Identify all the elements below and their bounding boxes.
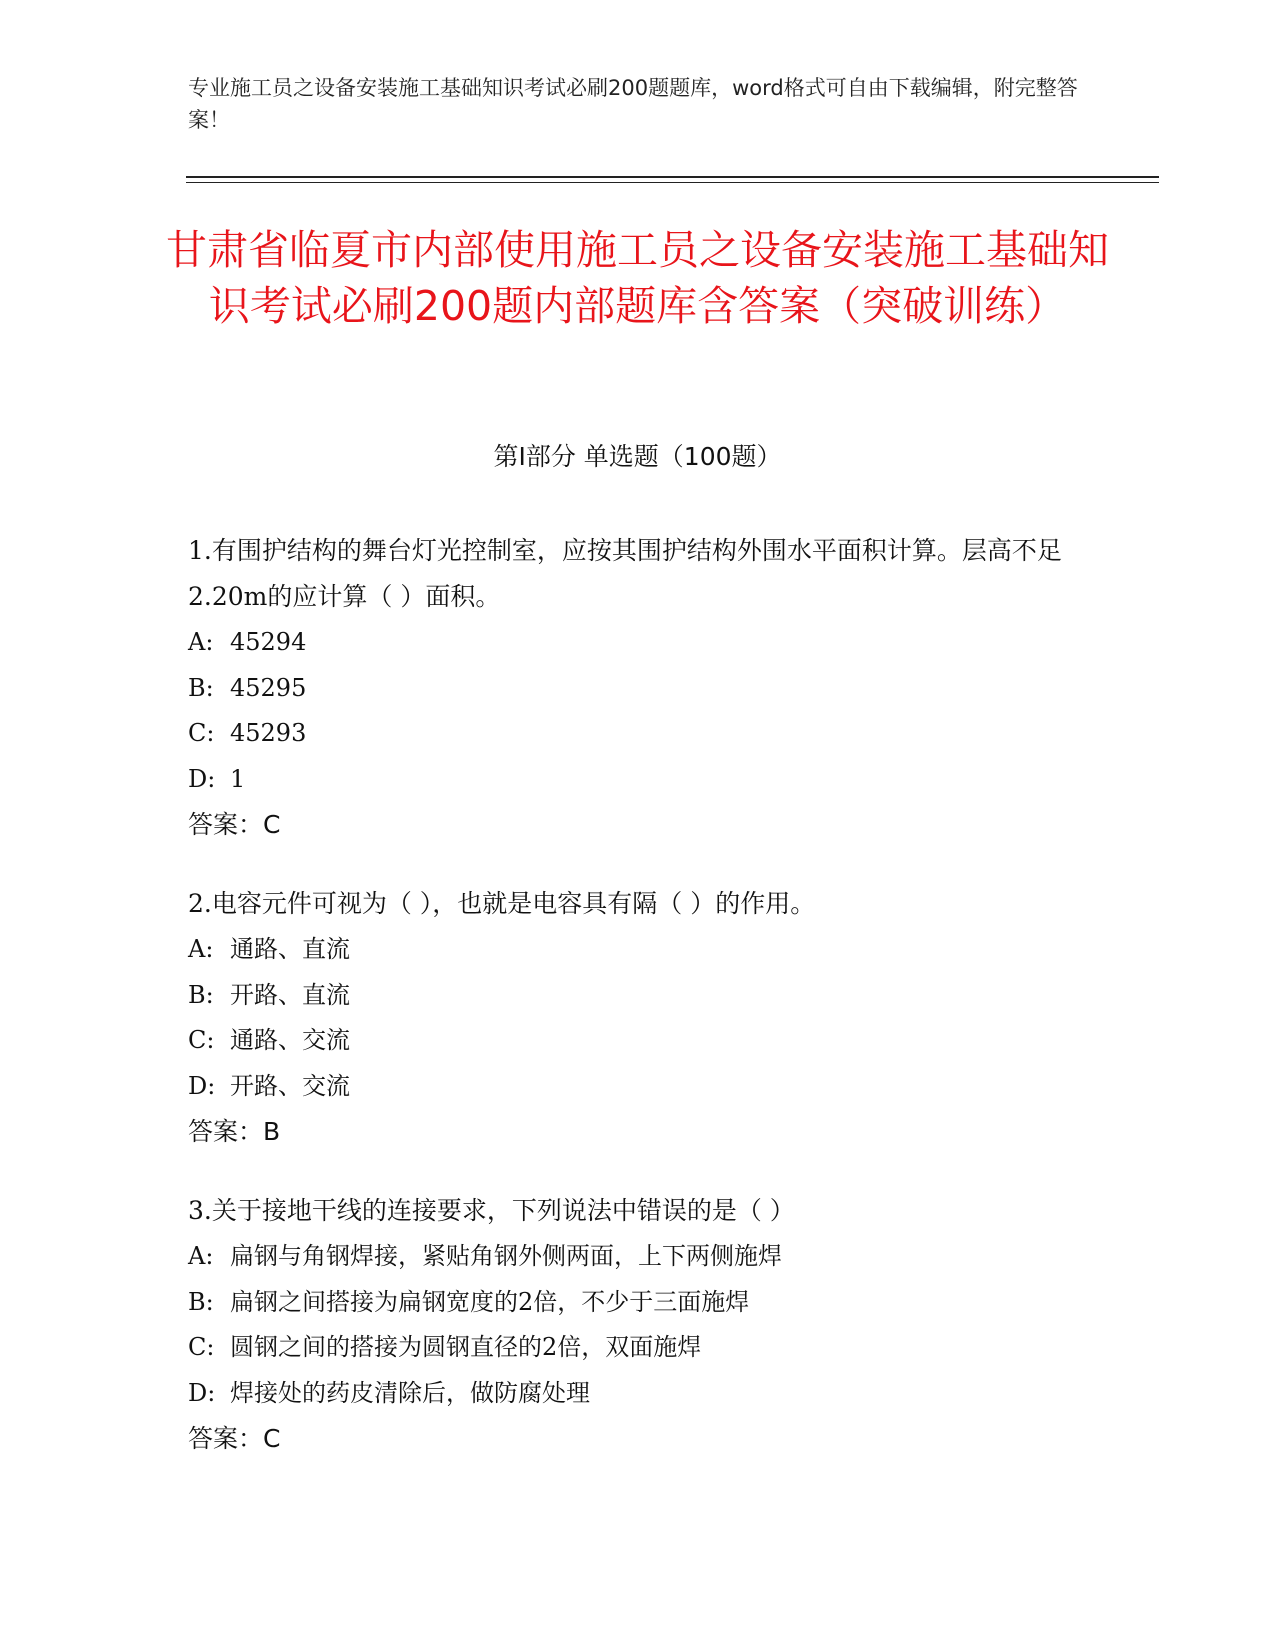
answer-line: [188, 802, 1068, 848]
question-list: [188, 528, 1068, 1495]
question-2: [188, 881, 1068, 1155]
answer-line: [188, 1416, 1068, 1462]
option-key: D:: [188, 1071, 216, 1100]
option-text: 开路、交流: [230, 1071, 350, 1100]
answer-value: B: [263, 1117, 281, 1146]
option-c: [188, 711, 1068, 757]
option-text: 扁钢与角钢焊接，紧贴角钢外侧两面，上下两侧施焊: [230, 1242, 782, 1270]
option-text: 圆钢之间的搭接为圆钢直径的2倍，双面施焊: [230, 1333, 702, 1361]
option-key: D:: [188, 1378, 216, 1407]
option-d: [188, 757, 1068, 803]
answer-label: 答案：: [188, 1424, 264, 1453]
option-text: 扁钢之间搭接为扁钢宽度的2倍，不少于三面施焊: [230, 1287, 750, 1316]
option-c: [188, 1018, 1068, 1064]
option-d: [188, 1064, 1068, 1110]
question-stem: 1.有围护结构的舞台灯光控制室，应按其围护结构外围水平面积计算。层高不足2.20m的应计算（ ）面积。: [188, 536, 1062, 611]
option-key: C:: [188, 719, 215, 747]
option-text: 45294: [230, 628, 307, 656]
option-key: A:: [188, 628, 214, 656]
question-3: [188, 1188, 1068, 1462]
answer-label: 答案：: [188, 1117, 264, 1146]
header-divider-thin: [186, 182, 1159, 183]
option-key: C:: [188, 1333, 215, 1361]
option-text: 焊接处的药皮清除后，做防腐处理: [230, 1378, 590, 1407]
option-text: 45295: [230, 673, 307, 702]
option-key: A:: [188, 935, 214, 963]
option-key: A:: [188, 1242, 214, 1270]
option-key: C:: [188, 1026, 215, 1054]
option-b: [188, 666, 1068, 712]
option-key: B:: [188, 1287, 214, 1316]
option-text: 45293: [230, 719, 307, 747]
answer-line: [188, 1109, 1068, 1155]
option-text: 开路、直流: [230, 980, 350, 1009]
option-text: 1: [230, 764, 246, 793]
question-1: [188, 528, 1068, 848]
option-b: [188, 1280, 1068, 1326]
section-heading: 第I部分 单选题（100题）: [493, 442, 782, 471]
option-a: [188, 1234, 1068, 1280]
option-key: D:: [188, 764, 216, 793]
header-note: 专业施工员之设备安装施工基础知识考试必刷200题题库，word格式可自由下载编辑，附完整答案！: [188, 76, 1078, 132]
document-title: 甘肃省临夏市内部使用施工员之设备安装施工基础知识考试必刷200题内部题库含答案（突破训练）: [166, 226, 1109, 330]
option-a: [188, 620, 1068, 666]
header-divider-thick: [186, 176, 1159, 178]
option-text: 通路、直流: [230, 935, 350, 963]
option-d: [188, 1371, 1068, 1417]
option-key: B:: [188, 980, 214, 1009]
question-stem: 3.关于接地干线的连接要求，下列说法中错误的是（ ）: [188, 1196, 795, 1225]
answer-label: 答案：: [188, 810, 264, 839]
option-a: [188, 927, 1068, 973]
answer-value: C: [263, 1424, 281, 1453]
option-b: [188, 973, 1068, 1019]
option-c: [188, 1325, 1068, 1371]
question-stem: 2.电容元件可视为（ ），也就是电容具有隔（ ）的作用。: [188, 889, 816, 918]
option-text: 通路、交流: [230, 1026, 350, 1054]
answer-value: C: [263, 810, 281, 839]
option-key: B:: [188, 673, 214, 702]
